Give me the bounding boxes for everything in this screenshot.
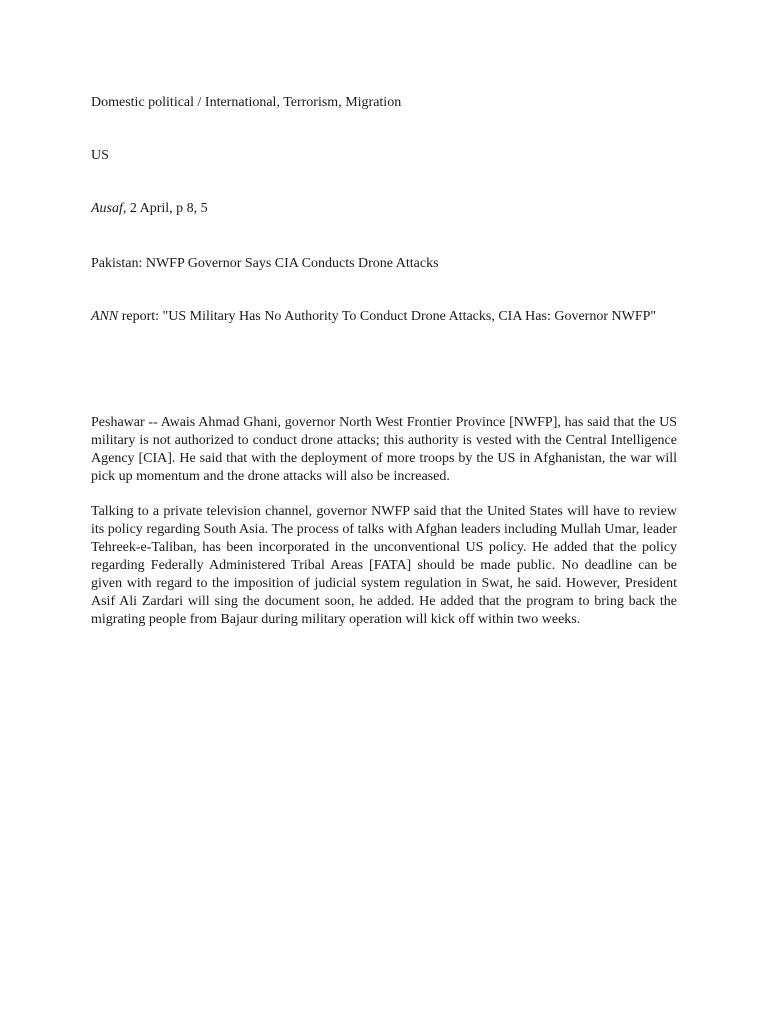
- report-agency: ANN: [91, 309, 119, 324]
- headline: Pakistan: NWFP Governor Says CIA Conducts Drone Attacks: [91, 256, 439, 271]
- country-line: US: [91, 148, 109, 163]
- report-line: [91, 308, 677, 326]
- category-line: Domestic political / International, Terrorism, Migration: [91, 95, 402, 110]
- source-line: [91, 200, 677, 218]
- source-publication: Ausaf,: [91, 201, 127, 216]
- source-details: 2 April, p 8, 5: [126, 201, 208, 216]
- report-text: report: "US Military Has No Authority To Conduct Drone Attacks, CIA Has: Governor NWFP": [118, 309, 657, 324]
- body-paragraph-2: Talking to a private television channel, governor NWFP said that the United States will have to review its policy regarding South Asia. The process of talks with Afghan leaders including Mullah Umar, leader Tehreek-e-Taliban, has been incorporated in the unconventional US policy. He added that the policy regarding Federally Administered Tribal Areas [FATA] should be made public. No deadline can be given with regard to the imposition of judicial system regulation in Swat, he said. However, President Asif Ali Zardari will sing the document soon, he added. He added that the program to bring back the migrating people from Bajaur during military operation will kick off within two weeks.: [91, 504, 677, 627]
- body-paragraph-1: Peshawar -- Awais Ahmad Ghani, governor North West Frontier Province [NWFP], has said that the US military is not authorized to conduct drone attacks; this authority is vested with the Central Intelligence Agency [CIA]. He said that with the deployment of more troops by the US in Afghanistan, the war will pick up momentum and the drone attacks will also be increased.: [91, 415, 677, 484]
